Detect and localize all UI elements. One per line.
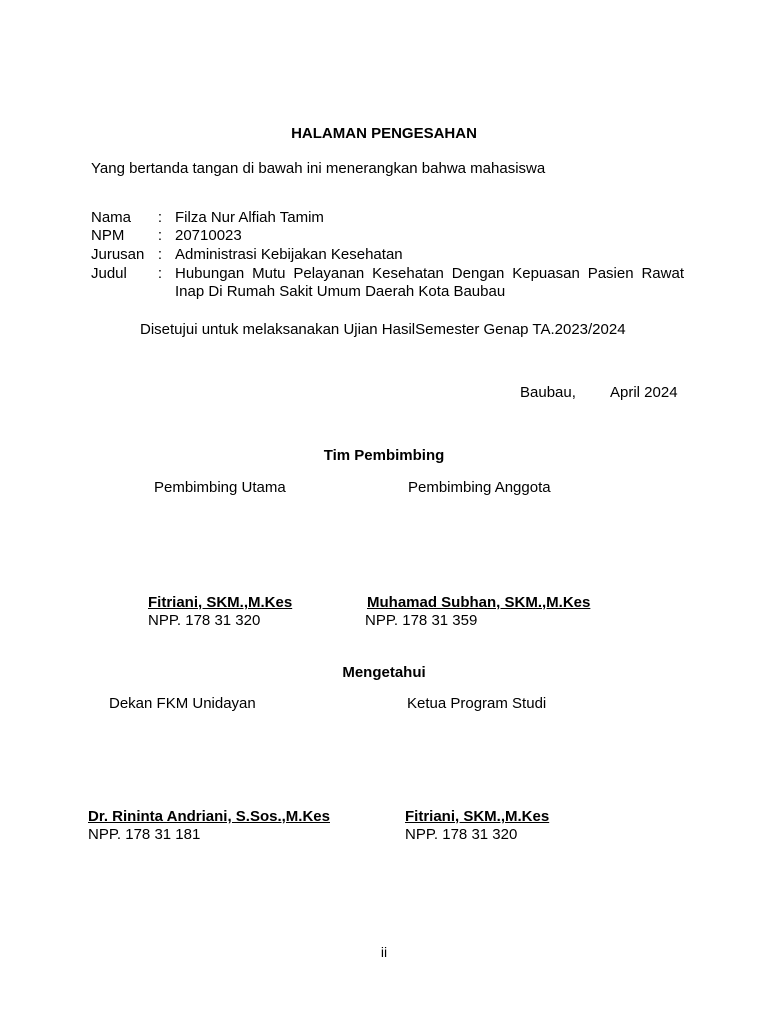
main-advisor-name: Fitriani, SKM.,M.Kes	[148, 594, 293, 611]
field-jurusan-label: Jurusan	[91, 246, 145, 263]
head-name: Fitriani, SKM.,M.Kes	[405, 808, 550, 825]
field-npm-label: NPM	[91, 227, 125, 244]
head-npp: NPP. 178 31 320	[405, 826, 518, 843]
field-judul-value: Hubungan Mutu Pelayanan Kesehatan Dengan Kepuasan Pasien Rawat Inap Di Rumah Sakit Umum Daerah Kota Baubau	[175, 265, 684, 300]
member-advisor-role: Pembimbing Anggota	[408, 479, 551, 496]
dean-npp: NPP. 178 31 181	[88, 826, 201, 843]
field-nama-value: Filza Nur Alfiah Tamim	[175, 209, 324, 226]
field-npm-colon: :	[157, 227, 163, 244]
dean-role: Dekan FKM Unidayan	[109, 695, 256, 712]
head-role: Ketua Program Studi	[407, 695, 547, 712]
field-nama-colon: :	[157, 209, 163, 226]
dean-name: Dr. Rininta Andriani, S.Sos.,M.Kes	[88, 808, 330, 825]
main-advisor-role: Pembimbing Utama	[154, 479, 286, 496]
place: Baubau,	[520, 384, 576, 401]
main-advisor-npp: NPP. 178 31 320	[148, 612, 261, 629]
field-judul-label: Judul	[91, 265, 127, 282]
advisors-heading: Tim Pembimbing	[323, 447, 445, 464]
page-number: ii	[380, 944, 388, 960]
field-nama-label: Nama	[91, 209, 132, 226]
field-judul-colon: :	[157, 265, 163, 282]
approval-text: Disetujui untuk melaksanakan Ujian HasilSemester Genap TA.2023/2024	[140, 321, 626, 338]
acknowledged-heading: Mengetahui	[342, 664, 426, 681]
field-npm-value: 20710023	[175, 227, 242, 244]
member-advisor-npp: NPP. 178 31 359	[365, 612, 478, 629]
page-title: HALAMAN PENGESAHAN	[291, 125, 477, 142]
date: April 2024	[610, 384, 678, 401]
field-jurusan-value: Administrasi Kebijakan Kesehatan	[175, 246, 403, 263]
intro-text: Yang bertanda tangan di bawah ini menerangkan bahwa mahasiswa	[91, 160, 546, 177]
member-advisor-name: Muhamad Subhan, SKM.,M.Kes	[367, 594, 591, 611]
field-jurusan-colon: :	[157, 246, 163, 263]
